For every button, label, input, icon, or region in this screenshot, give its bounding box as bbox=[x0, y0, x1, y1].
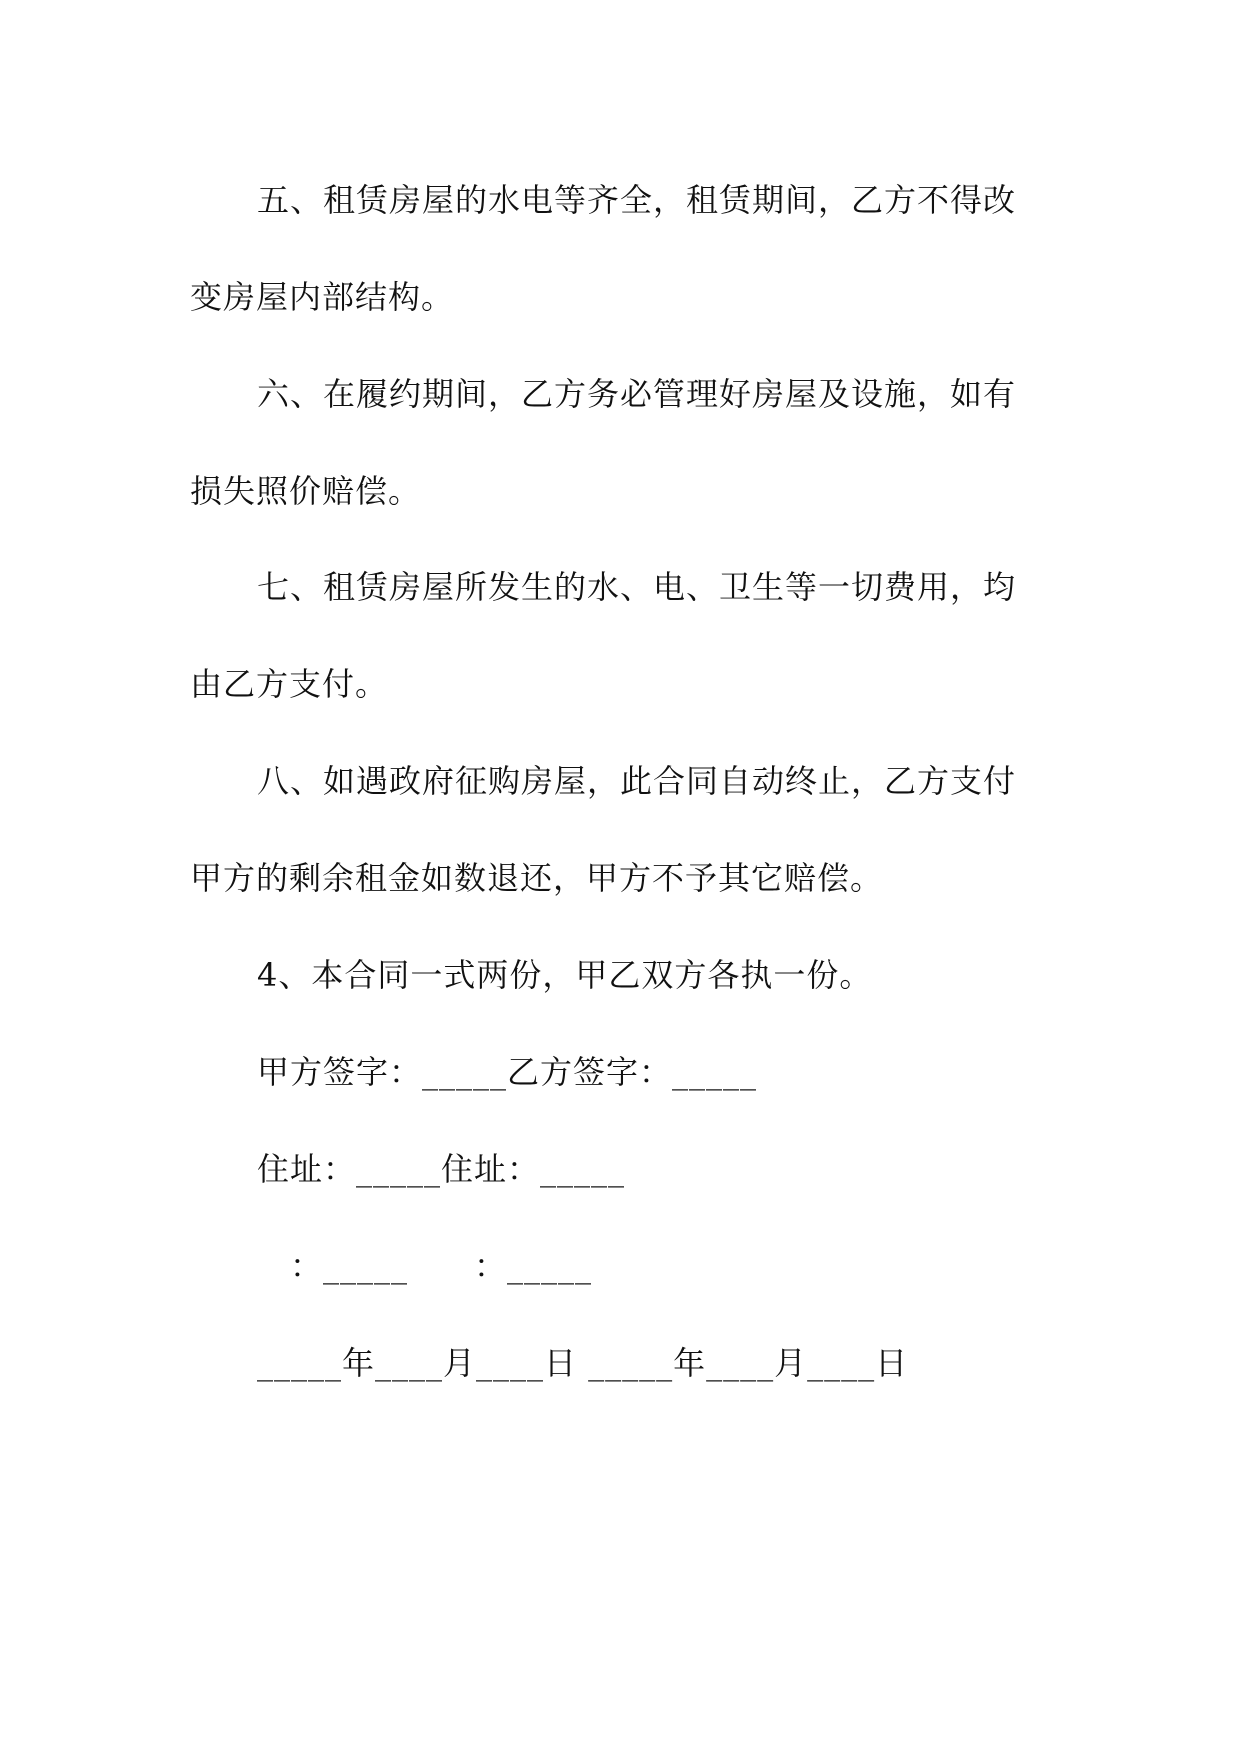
signature-line: 甲方签字：_____乙方签字：_____ bbox=[257, 1053, 758, 1091]
clause-8-line-2: 甲方的剩余租金如数退还，甲方不予其它赔偿。 bbox=[190, 859, 884, 897]
clause-6-line-1: 六、在履约期间，乙方务必管理好房屋及设施，如有 bbox=[257, 375, 1017, 413]
blank-field-line: ：_____ ：_____ bbox=[257, 1247, 593, 1285]
clause-6-line-2: 损失照价赔偿。 bbox=[190, 472, 422, 510]
clause-8-line-1: 八、如遇政府征购房屋，此合同自动终止，乙方支付 bbox=[257, 762, 1017, 800]
address-line: 住址：_____住址：_____ bbox=[257, 1150, 626, 1188]
clause-5-line-1: 五、租赁房屋的水电等齐全，租赁期间，乙方不得改 bbox=[257, 181, 1017, 219]
clause-5-line-2: 变房屋内部结构。 bbox=[190, 278, 455, 316]
clause-7-line-1: 七、租赁房屋所发生的水、电、卫生等一切费用，均 bbox=[257, 568, 1017, 606]
date-line: _____年____月____日 _____年____月____日 bbox=[257, 1344, 909, 1382]
clause-7-line-2: 由乙方支付。 bbox=[190, 665, 389, 703]
copies-clause: 4、本合同一式两份，甲乙双方各执一份。 bbox=[257, 956, 873, 994]
